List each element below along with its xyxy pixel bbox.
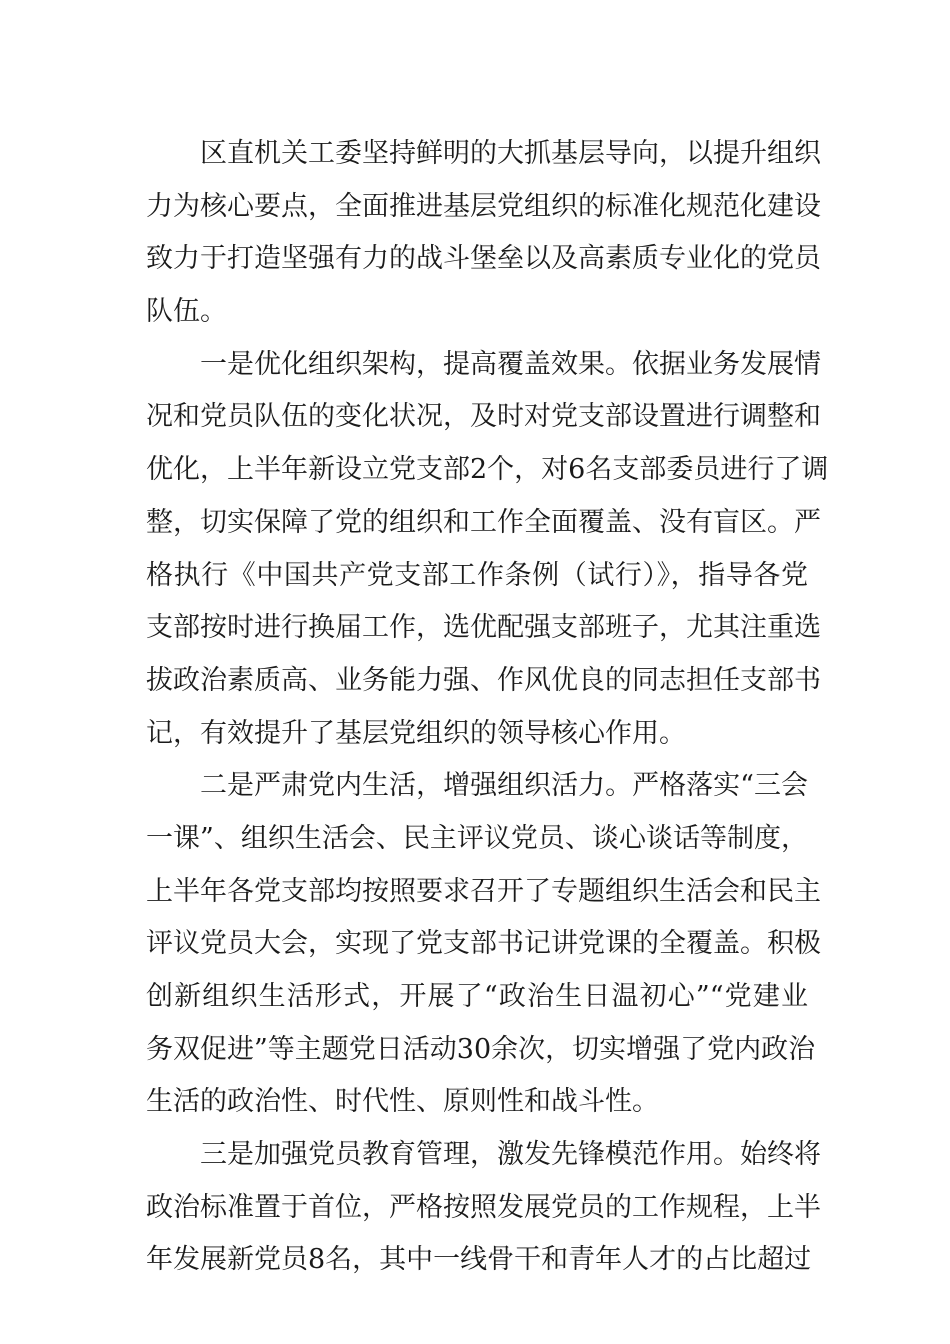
text-line: 一课”、组织生活会、民主评议党员、谈心谈话等制度，: [146, 822, 808, 854]
document-body: [146, 128, 829, 1287]
text-line: 务双促进”等主题党日活动30余次，切实增强了党内政治: [146, 1033, 816, 1065]
text-line: 记，有效提升了基层党组织的领导核心作用。: [146, 717, 686, 749]
text-line: 一是优化组织架构，提高覆盖效果。依据业务发展情: [200, 348, 821, 380]
text-line: 格执行《中国共产党支部工作条例（试行）》，指导各党: [146, 559, 808, 591]
text-line: 生活的政治性、时代性、原则性和战斗性。: [146, 1086, 659, 1118]
text-line: 况和党员队伍的变化状况，及时对党支部设置进行调整和: [146, 401, 821, 433]
text-line: 年发展新党员8名，其中一线骨干和青年人才的占比超过: [146, 1244, 812, 1276]
text-line: 上半年各党支部均按照要求召开了专题组织生活会和民主: [146, 875, 821, 907]
text-line: 三是加强党员教育管理，激发先锋模范作用。始终将: [200, 1139, 821, 1171]
text-line: 优化，上半年新设立党支部2个，对6名支部委员进行了调: [146, 454, 829, 486]
text-line: 评议党员大会，实现了党支部书记讲党课的全覆盖。积极: [146, 928, 821, 960]
text-line: 致力于打造坚强有力的战斗堡垒以及高素质专业化的党员: [146, 243, 821, 275]
text-line: 创新组织生活形式，开展了“政治生日温初心”“党建业: [146, 981, 808, 1012]
text-line: 队伍。: [146, 296, 227, 328]
text-line: 区直机关工委坚持鲜明的大抓基层导向，以提升组织: [200, 138, 821, 169]
text-line: 政治标准置于首位，严格按照发展党员的工作规程，上半: [146, 1191, 821, 1223]
text-line: 支部按时进行换届工作，选优配强支部班子，尤其注重选: [146, 612, 821, 644]
text-line: 整，切实保障了党的组织和工作全面覆盖、没有盲区。严: [146, 506, 821, 538]
text-line: 力为核心要点，全面推进基层党组织的标准化规范化建设: [146, 190, 821, 222]
text-line: 拔政治素质高、业务能力强、作风优良的同志担任支部书: [146, 664, 821, 696]
text-line: 二是严肃党内生活，增强组织活力。严格落实“三会: [200, 770, 808, 802]
